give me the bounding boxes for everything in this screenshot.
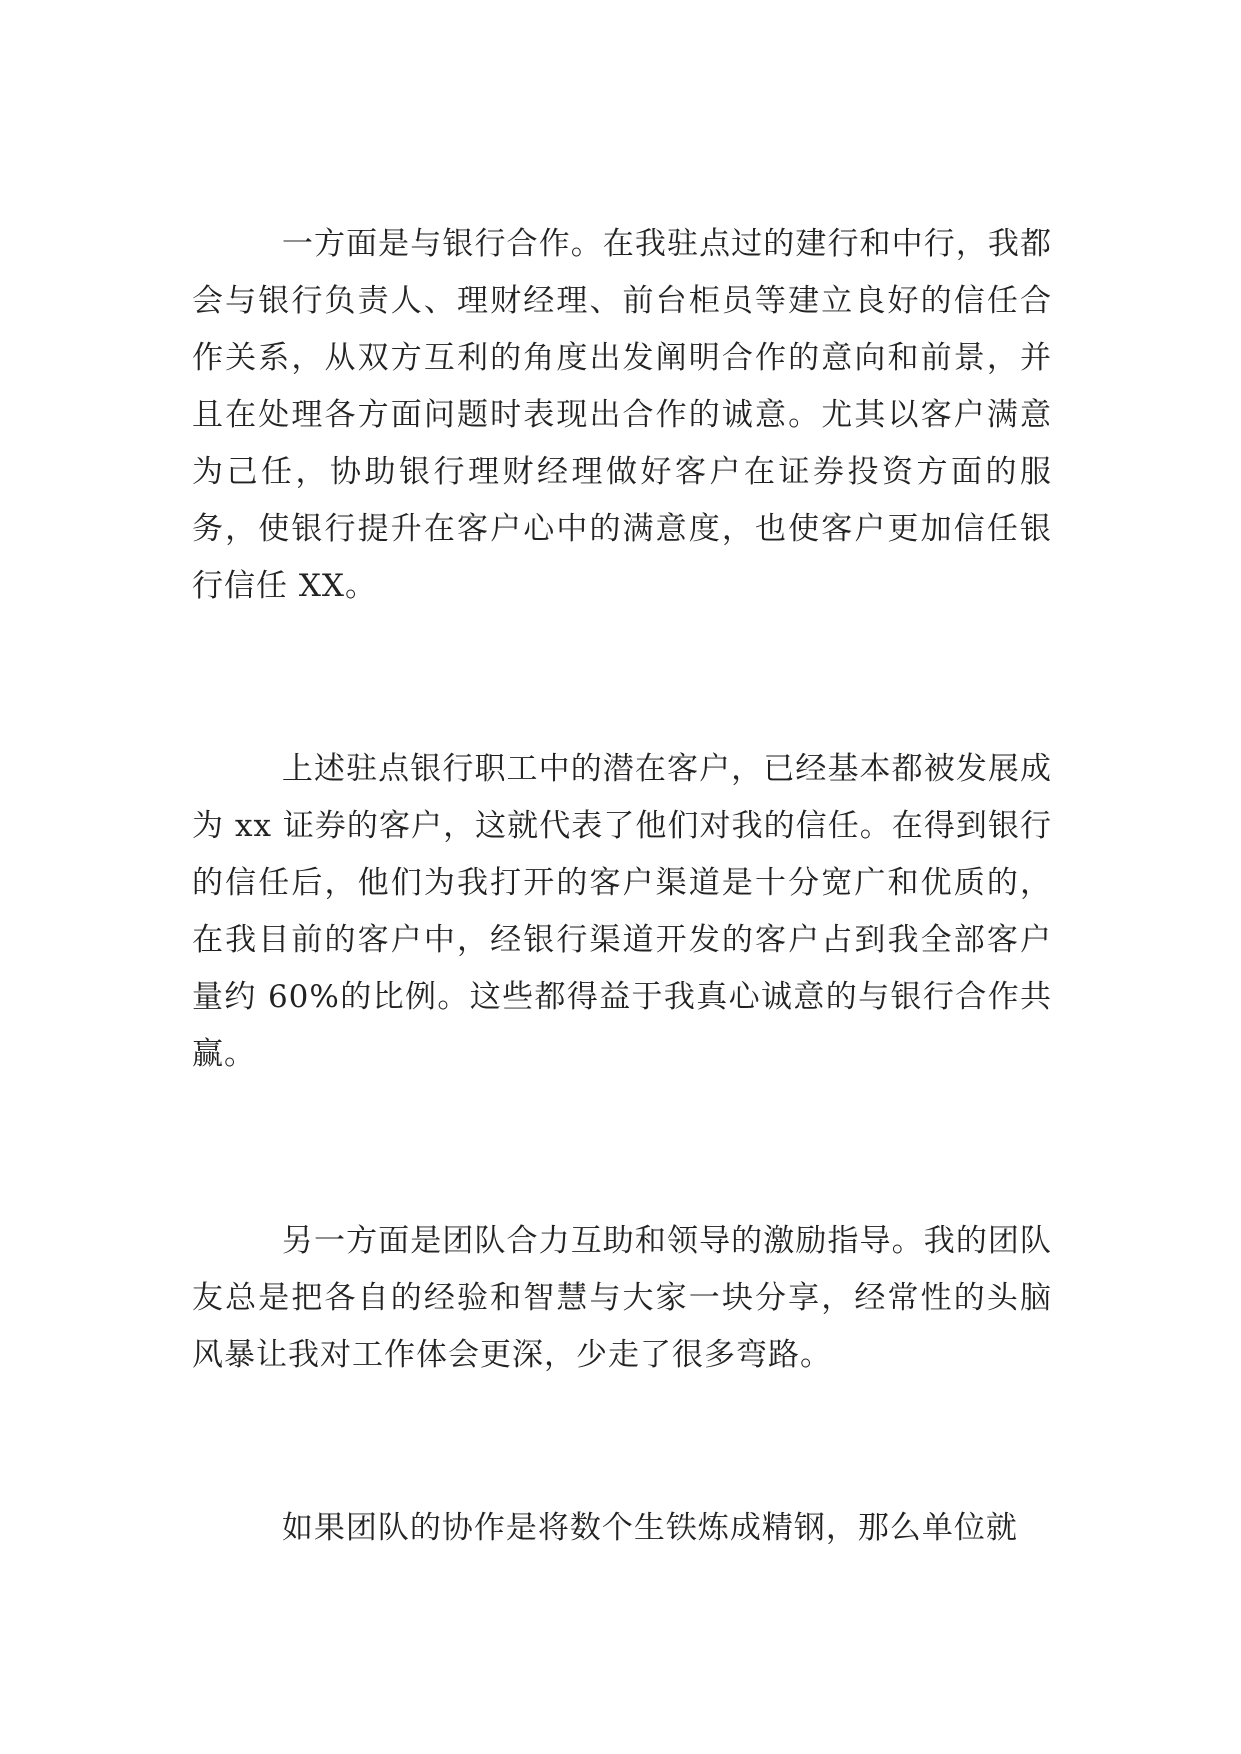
paragraph-bank-cooperation: 一方面是与银行合作。在我驻点过的建行和中行，我都会与银行负责人、理财经理、前台柜员等建立良好的信任合作关系，从双方互利的角度出发阐明合作的意向和前景，并且在处理各方面问题时表现出合作的诚意。尤其以客户满意为己任，协助银行理财经理做好客户在证券投资方面的服务，使银行提升在客户心中的满意度，也使客户更加信任银行信任 XX。 — [192, 226, 1052, 604]
paragraph-team-collaboration: 如果团队的协作是将数个生铁炼成精钢，那么单位就 — [281, 1510, 1018, 1546]
paragraph-team-support: 另一方面是团队合力互助和领导的激励指导。我的团队友总是把各自的经验和智慧与大家一块分享，经常性的头脑风暴让我对工作体会更深，少走了很多弯路。 — [192, 1223, 1052, 1373]
paragraph-bank-staff-clients: 上述驻点银行职工中的潜在客户，已经基本都被发展成为 xx 证券的客户，这就代表了他们对我的信任。在得到银行的信任后，他们为我打开的客户渠道是十分宽广和优质的，在我目前的客户中，经银行渠道开发的客户占到我全部客户量约 60%的比例。这些都得益于我真心诚意的与银行合作共赢。 — [192, 751, 1052, 1072]
